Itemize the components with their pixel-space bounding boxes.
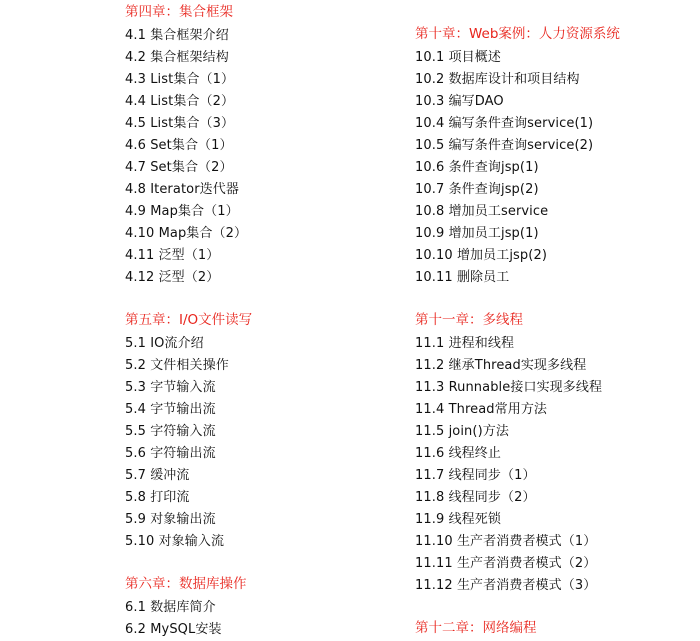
chapter-item-list xyxy=(125,25,247,289)
chapter-item[interactable]: 11.10 生产者消费者模式（1） xyxy=(415,534,597,549)
chapter-item[interactable]: 11.5 join()方法 xyxy=(415,424,509,439)
chapter-item[interactable]: 4.2 集合框架结构 xyxy=(125,50,229,65)
chapter-item[interactable]: 5.10 对象输入流 xyxy=(125,534,225,549)
chapter-item[interactable]: 4.8 Iterator迭代器 xyxy=(125,182,239,197)
chapter-item[interactable]: 10.3 编写DAO xyxy=(415,94,504,109)
chapter-item[interactable]: 11.11 生产者消费者模式（2） xyxy=(415,556,597,571)
chapter-item[interactable]: 10.10 增加员工jsp(2) xyxy=(415,248,547,263)
chapter-item[interactable]: 11.1 进程和线程 xyxy=(415,336,515,351)
chapter-item[interactable]: 4.6 Set集合（1） xyxy=(125,138,233,153)
chapter-item[interactable]: 11.6 线程终止 xyxy=(415,446,501,461)
chapter-6 xyxy=(125,575,247,641)
chapter-item[interactable]: 5.3 字节输入流 xyxy=(125,380,216,395)
chapter-item[interactable]: 6.1 数据库简介 xyxy=(125,600,216,615)
chapter-item[interactable]: 11.9 线程死锁 xyxy=(415,512,501,527)
chapter-item[interactable]: 4.7 Set集合（2） xyxy=(125,160,233,175)
chapter-item[interactable]: 5.5 字符输入流 xyxy=(125,424,216,439)
chapter-item[interactable]: 5.7 缓冲流 xyxy=(125,468,190,483)
chapter-title: 第五章：I/O文件读写 xyxy=(125,312,253,328)
chapter-item[interactable]: 4.4 List集合（2） xyxy=(125,94,235,109)
chapter-item[interactable]: 5.4 字节输出流 xyxy=(125,402,216,417)
chapter-11 xyxy=(415,311,602,597)
chapter-item[interactable]: 10.6 条件查询jsp(1) xyxy=(415,160,539,175)
chapter-item[interactable]: 5.6 字符输出流 xyxy=(125,446,216,461)
chapter-item[interactable]: 11.4 Thread常用方法 xyxy=(415,402,548,417)
chapter-item[interactable]: 4.12 泛型（2） xyxy=(125,270,220,285)
chapter-item[interactable]: 5.9 对象输出流 xyxy=(125,512,216,527)
chapter-item[interactable]: 4.1 集合框架介绍 xyxy=(125,28,229,43)
chapter-item[interactable]: 6.2 MySQL安装 xyxy=(125,622,222,637)
chapter-title: 第十二章：网络编程 xyxy=(415,620,537,636)
chapter-item-list xyxy=(415,47,620,289)
chapter-item[interactable]: 11.8 线程同步（2） xyxy=(415,490,536,505)
chapter-item[interactable]: 4.3 List集合（1） xyxy=(125,72,235,87)
chapter-5 xyxy=(125,311,252,553)
chapter-item[interactable]: 10.7 条件查询jsp(2) xyxy=(415,182,539,197)
chapter-item-list xyxy=(125,333,252,553)
chapter-item[interactable]: 10.8 增加员工service xyxy=(415,204,549,219)
chapter-item-list xyxy=(415,333,602,597)
chapter-item[interactable]: 10.9 增加员工jsp(1) xyxy=(415,226,539,241)
chapter-title: 第四章：集合框架 xyxy=(125,4,233,20)
chapter-item-list xyxy=(125,597,247,641)
chapter-title: 第六章：数据库操作 xyxy=(125,576,247,592)
chapter-item[interactable]: 5.1 IO流介绍 xyxy=(125,336,204,351)
chapter-item[interactable]: 4.11 泛型（1） xyxy=(125,248,220,263)
chapter-item[interactable]: 11.3 Runnable接口实现多线程 xyxy=(415,380,603,395)
chapter-12 xyxy=(415,619,537,637)
chapter-10 xyxy=(415,25,620,289)
chapter-item[interactable]: 11.7 线程同步（1） xyxy=(415,468,536,483)
chapter-item[interactable]: 4.5 List集合（3） xyxy=(125,116,235,131)
chapter-item[interactable]: 4.9 Map集合（1） xyxy=(125,204,239,219)
chapter-4 xyxy=(125,3,247,289)
chapter-item[interactable]: 5.2 文件相关操作 xyxy=(125,358,229,373)
chapter-item[interactable]: 10.4 编写条件查询service(1) xyxy=(415,116,594,131)
chapter-item[interactable]: 11.2 继承Thread实现多线程 xyxy=(415,358,587,373)
chapter-item[interactable]: 10.1 项目概述 xyxy=(415,50,501,65)
chapter-item[interactable]: 4.10 Map集合（2） xyxy=(125,226,248,241)
chapter-item[interactable]: 11.12 生产者消费者模式（3） xyxy=(415,578,597,593)
chapter-item[interactable]: 10.5 编写条件查询service(2) xyxy=(415,138,594,153)
chapter-item[interactable]: 5.8 打印流 xyxy=(125,490,190,505)
chapter-title: 第十一章：多线程 xyxy=(415,312,523,328)
chapter-item[interactable]: 10.11 删除员工 xyxy=(415,270,510,285)
chapter-item[interactable]: 10.2 数据库设计和项目结构 xyxy=(415,72,580,87)
chapter-title: 第十章：Web案例：人力资源系统 xyxy=(415,26,620,42)
